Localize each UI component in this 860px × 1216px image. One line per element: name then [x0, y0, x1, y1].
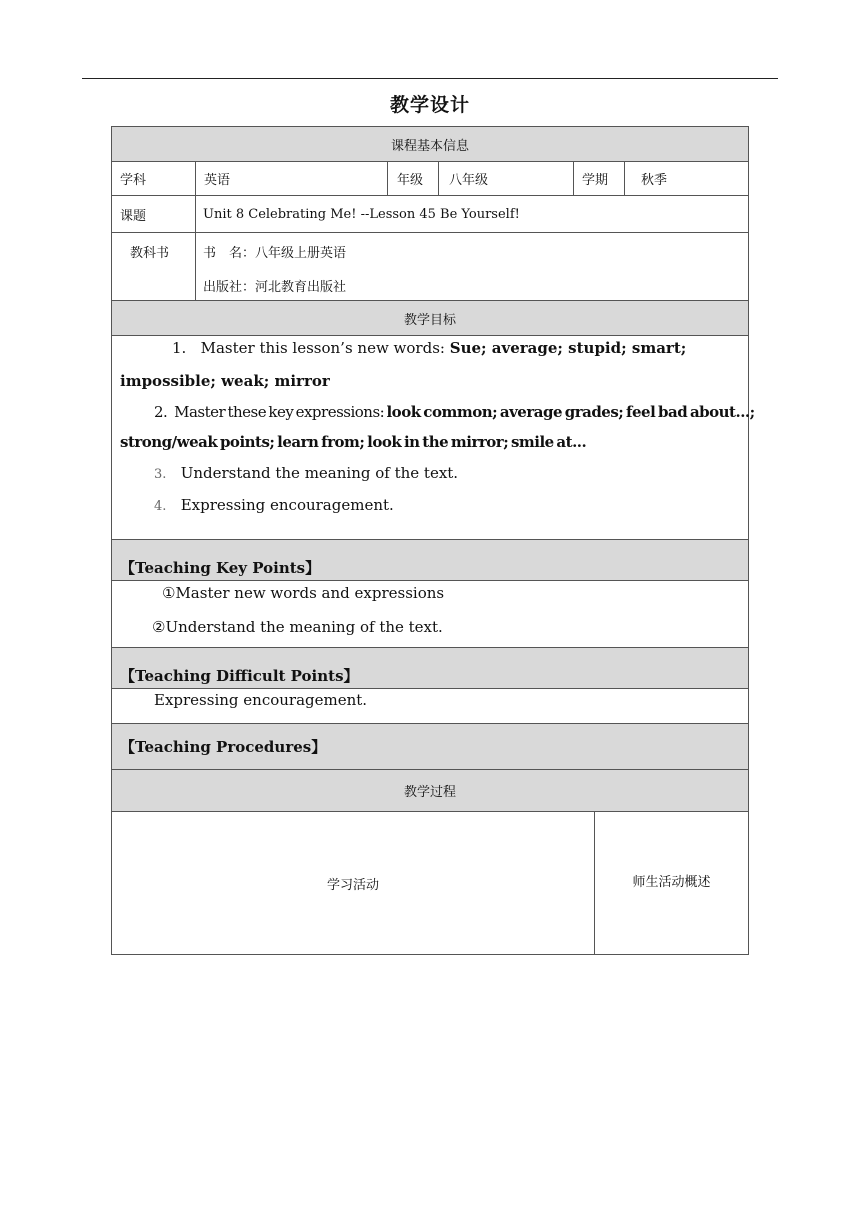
- key-points-header: 【Teaching Key Points】: [120, 559, 321, 577]
- objective-3-number: 3.: [154, 467, 167, 482]
- objectives-cell: [111, 335, 755, 540]
- term-value: 秋季: [624, 161, 749, 196]
- process-header: 教学过程: [111, 769, 749, 812]
- difficult-point-1: Expressing encouragement.: [154, 691, 368, 709]
- difficult-points-cell: [111, 688, 749, 724]
- subject-label: 学科: [111, 161, 196, 196]
- textbook-label: 教科书: [130, 246, 170, 261]
- objective-2-expressions: look common; average grades; feel bad about...;: [386, 403, 755, 421]
- objective-2: [154, 403, 755, 421]
- grade-label: 年级: [387, 161, 439, 196]
- objective-1-number: 1.: [172, 339, 187, 357]
- basic-info-header: 课程基本信息: [111, 126, 749, 162]
- objective-4-text: Expressing encouragement.: [180, 496, 394, 514]
- book-name: 书 名：八年级上册英语: [203, 246, 347, 261]
- textbook-info-cell: [195, 232, 749, 301]
- objective-1-text: Master this lesson’s new words:: [200, 339, 450, 357]
- key-points-header-cell: [111, 539, 749, 581]
- difficult-points-header: 【Teaching Difficult Points】: [120, 667, 359, 685]
- objectives-header: 教学目标: [111, 300, 749, 336]
- procedures-header: 【Teaching Procedures】: [120, 738, 327, 756]
- key-point-2: ②Understand the meaning of the text.: [152, 618, 443, 636]
- header-rule: [82, 78, 778, 79]
- publisher: 出版社：河北教育出版社: [203, 280, 347, 295]
- objective-3-text: Understand the meaning of the text.: [180, 464, 459, 482]
- term-label: 学期: [573, 161, 625, 196]
- page-title: 教学设计: [389, 94, 470, 116]
- objective-4-number: 4.: [154, 499, 167, 514]
- difficult-points-header-cell: [111, 647, 749, 689]
- activity-summary-header: 师生活动概述: [594, 811, 749, 955]
- learning-activity-header: 学习活动: [111, 811, 595, 955]
- subject-value: 英语: [195, 161, 388, 196]
- objective-2-continued: strong/weak points; learn from; look in the mirror; smile at...: [120, 433, 587, 451]
- objective-4: [154, 496, 394, 514]
- objective-3: [154, 464, 458, 482]
- objective-1-words: Sue; average; stupid; smart;: [449, 339, 687, 357]
- key-point-1: ①Master new words and expressions: [162, 584, 445, 602]
- textbook-label-cell: [111, 232, 196, 301]
- objective-1: [172, 339, 686, 357]
- objective-2-number: 2.: [154, 403, 168, 421]
- procedures-header-cell: [111, 723, 749, 770]
- topic-value: Unit 8 Celebrating Me! --Lesson 45 Be Yourself!: [195, 195, 749, 233]
- objective-1-continued: impossible; weak; mirror: [120, 372, 330, 390]
- grade-value: 八年级: [438, 161, 574, 196]
- objective-2-text: Master these key expressions:: [174, 403, 387, 421]
- key-points-cell: [111, 580, 749, 648]
- topic-label: 课题: [111, 195, 196, 233]
